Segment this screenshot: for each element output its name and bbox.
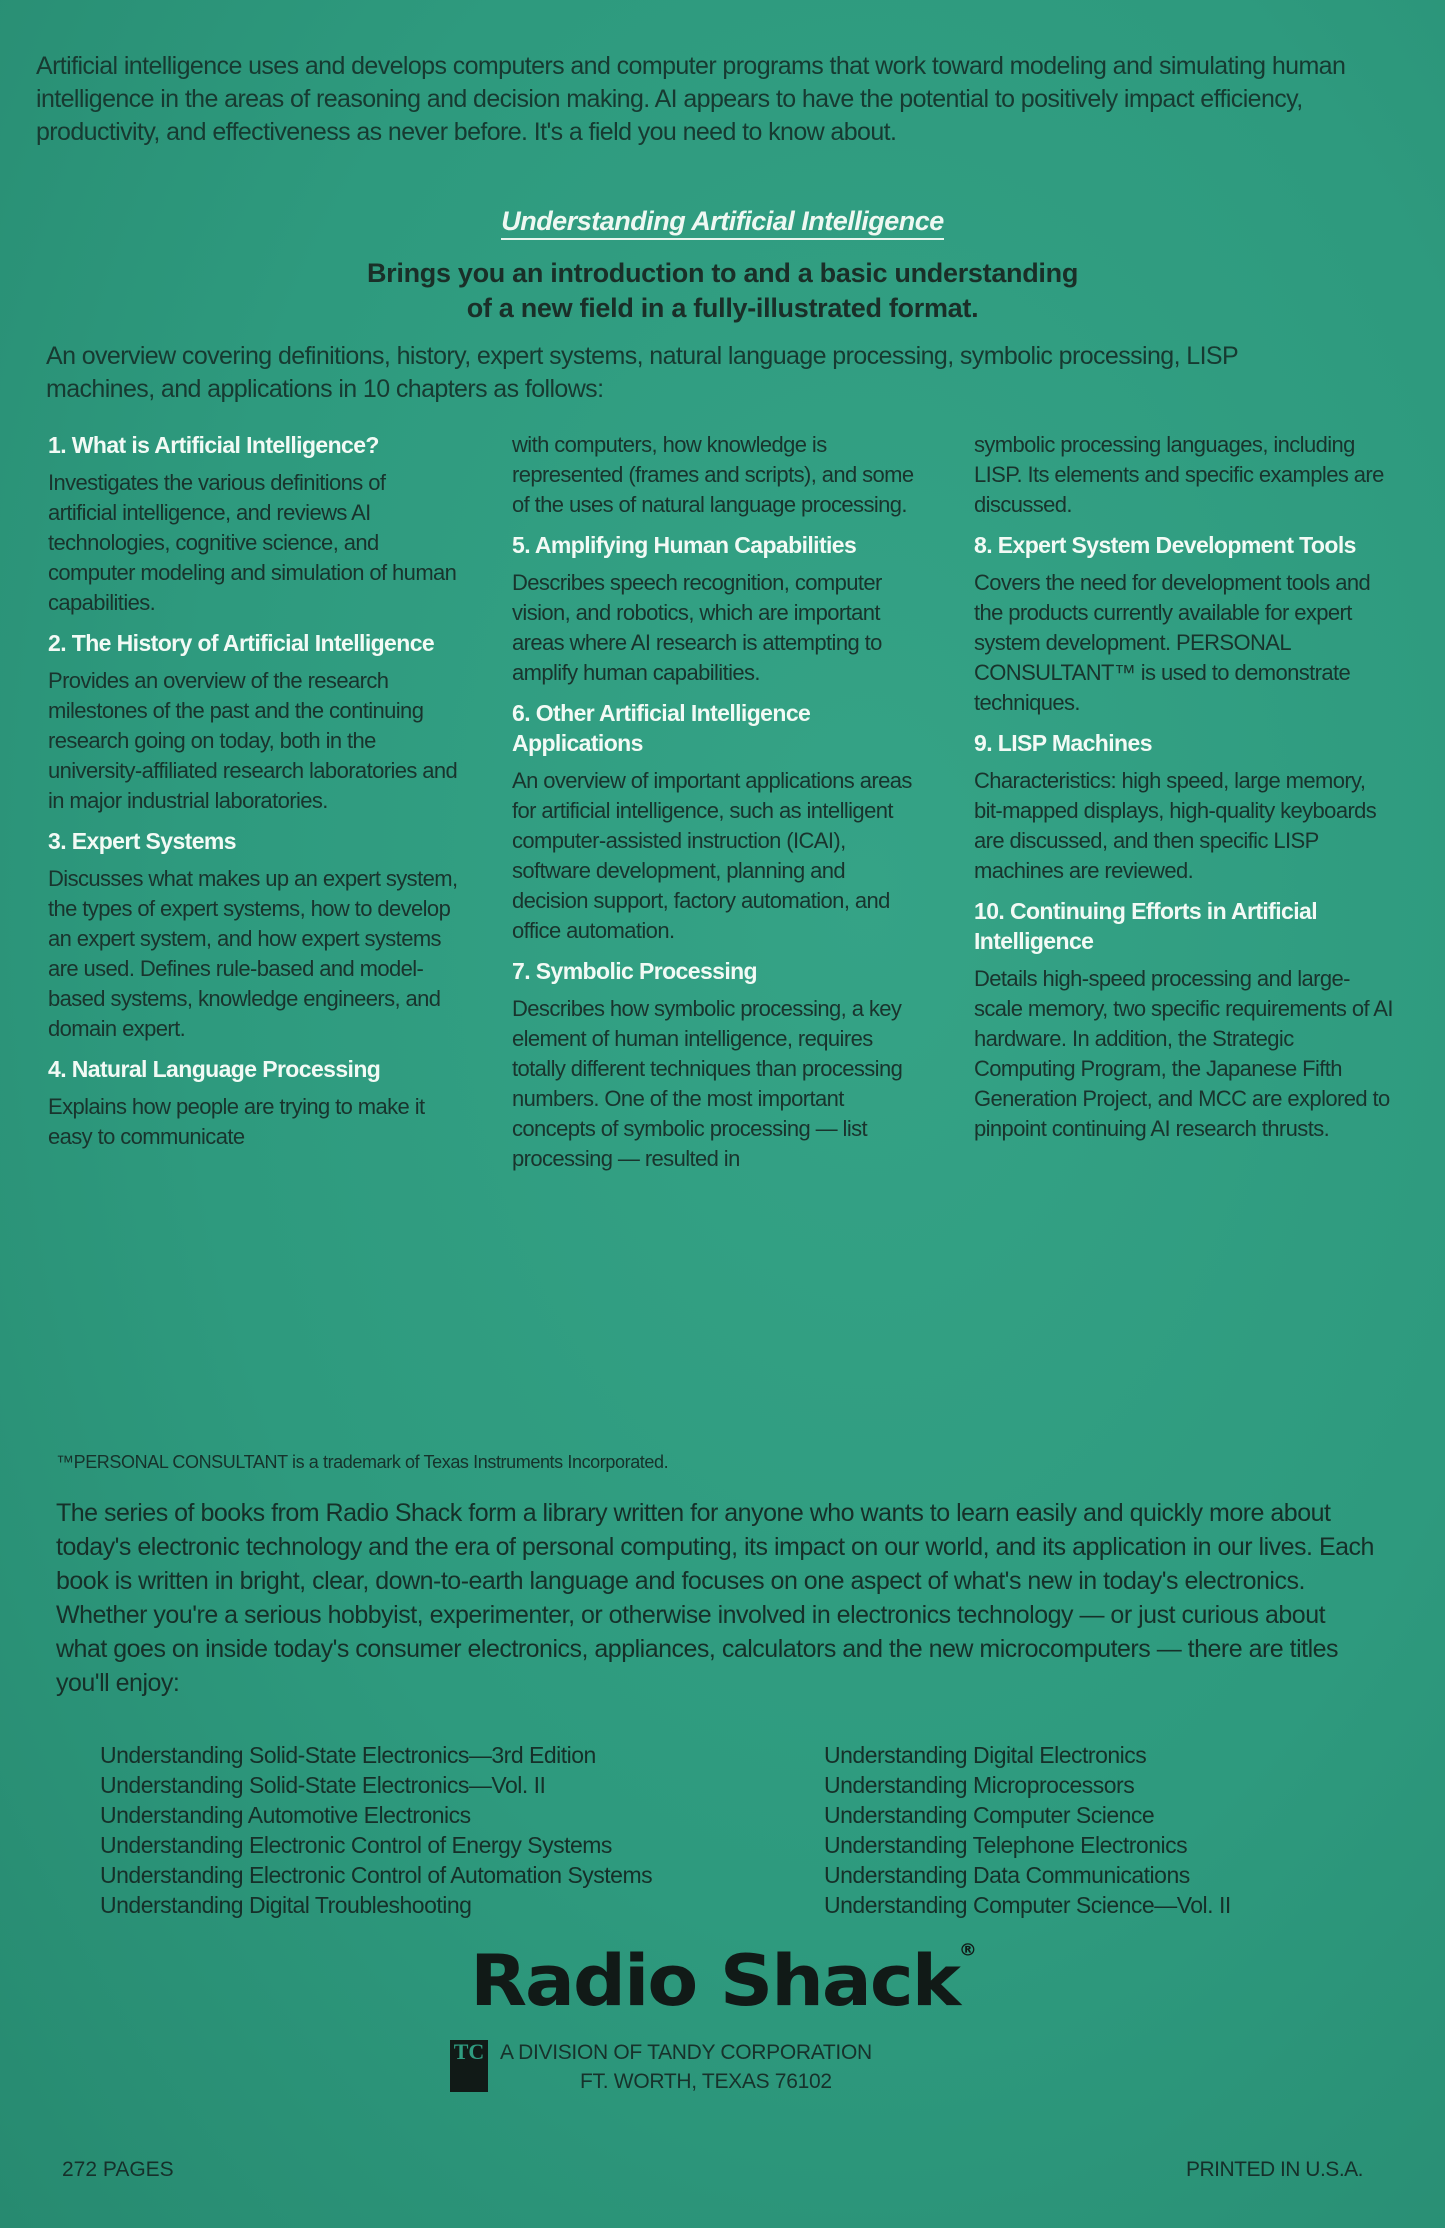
series-title-item: Understanding Digital Troubleshooting: [100, 1892, 472, 1918]
series-title-item: Understanding Digital Electronics: [824, 1742, 1147, 1768]
tandy-corporation-logo-icon: TC: [450, 2040, 488, 2092]
chapter-8: [974, 530, 1394, 718]
chapter-2: [48, 628, 458, 816]
overview-paragraph: An overview covering definitions, history, expert systems, natural language processing, symbolic processing, LISP machines, and applications in 10 chapters as follows:: [46, 342, 1238, 403]
radio-shack-logo: [0, 1940, 1445, 2022]
chapter-title: 5. Amplifying Human Capabilities: [512, 532, 857, 558]
series-title-item: Understanding Computer Science: [824, 1802, 1155, 1828]
chapter-4-continued: [512, 430, 922, 520]
chapter-3: [48, 826, 458, 1044]
series-paragraph: The series of books from Radio Shack form a library written for anyone who wants to learn easily and quickly more about today's electronic technology and the era of personal computing, its impact on our world, and its application in our lives. Each book is written in bright, clear, down-to-earth language and focuses on one aspect of what's new in today's electronics. Whether you're a serious hobbyist, experimenter, or otherwise involved in electronics technology — or just curious about what goes on inside today's consumer electronics, appliances, calculators and the new microcomputers — there are titles you'll enjoy:: [56, 1499, 1374, 1697]
series-title-item: Understanding Electronic Control of Automation Systems: [100, 1862, 653, 1888]
chapter-description: Describes how symbolic processing, a key element of human intelligence, requires totally different techniques than processing numbers. One of the most important concepts of symbolic processing — list processing — resulted in: [512, 996, 903, 1171]
chapter-title: 1. What is Artificial Intelligence?: [48, 432, 379, 458]
chapters-column-3: [974, 430, 1394, 1154]
series-title-item: Understanding Computer Science—Vol. II: [824, 1892, 1231, 1918]
series-title-item: Understanding Microprocessors: [824, 1772, 1135, 1798]
chapter-description: Covers the need for development tools and the products currently available for expert system development. PERSONAL CONSULTANT™ is used to demonstrate techniques.: [974, 570, 1371, 715]
chapter-description: Provides an overview of the research milestones of the past and the continuing research going on today, both in the university-affiliated research laboratories and in major industrial laboratories.: [48, 668, 458, 813]
chapter-description: with computers, how knowledge is represented (frames and scripts), and some of the uses of natural language processing.: [512, 432, 914, 517]
chapter-title: 3. Expert Systems: [48, 828, 236, 854]
series-title-item: Understanding Electronic Control of Energy Systems: [100, 1832, 612, 1858]
chapter-title: 2. The History of Artificial Intelligence: [48, 630, 435, 656]
chapter-4: [48, 1054, 458, 1152]
chapter-6: [512, 698, 922, 946]
tagline-line-2: of a new field in a fully-illustrated format.: [466, 293, 979, 323]
chapter-10: [974, 896, 1394, 1144]
book-subtitle-text: Understanding Artificial Intelligence: [501, 206, 944, 240]
chapter-title: 4. Natural Language Processing: [48, 1056, 381, 1082]
division-line: A DIVISION OF TANDY CORPORATION: [500, 2041, 872, 2064]
series-title-item: Understanding Solid-State Electronics—3rd Edition: [100, 1742, 596, 1768]
printed-in: PRINTED IN U.S.A.: [1185, 2158, 1363, 2181]
tagline: [0, 256, 1445, 326]
chapter-description: Details high-speed processing and large-scale memory, two specific requirements of AI hardware. In addition, the Strategic Computing Program, the Japanese Fifth Generation Project, and MCC are explored to pinpoint continuing AI research thrusts.: [974, 966, 1393, 1141]
chapter-description: symbolic processing languages, including LISP. Its elements and specific examples are discussed.: [974, 432, 1384, 517]
chapter-title: 8. Expert System Development Tools: [974, 532, 1356, 558]
chapters-column-2: [512, 430, 922, 1184]
tagline-line-1: Brings you an introduction to and a basic understanding: [366, 258, 1079, 288]
publisher-division: [500, 2038, 872, 2096]
chapter-5: [512, 530, 922, 688]
book-subtitle: [0, 206, 1445, 237]
chapters-column-1: [48, 430, 458, 1162]
chapter-title: 9. LISP Machines: [974, 730, 1152, 756]
intro-paragraph: Artificial intelligence uses and develops computers and computer programs that work toward modeling and simulating human intelligence in the areas of reasoning and decision making. AI appears to have the potential to positively impact efficiency, productivity, and effectiveness as never before. It's a field you need to know about.: [36, 52, 1346, 146]
chapter-title: 6. Other Artificial Intelligence Applications: [512, 700, 811, 756]
registered-mark: ®: [958, 1940, 975, 1961]
series-titles-left: [100, 1740, 652, 1920]
series-title-item: Understanding Solid-State Electronics—Vol. II: [100, 1772, 546, 1798]
chapter-7-continued: [974, 430, 1394, 520]
chapter-description: Describes speech recognition, computer vision, and robotics, which are important areas where AI research is attempting to amplify human capabilities.: [512, 570, 882, 685]
chapter-title: 10. Continuing Efforts in Artificial Intelligence: [974, 898, 1317, 954]
chapter-description: An overview of important applications areas for artificial intelligence, such as intelligent computer-assisted instruction (ICAI), software development, planning and decision support, factory automation, and office automation.: [512, 768, 912, 943]
series-title-item: Understanding Data Communications: [824, 1862, 1190, 1888]
chapter-title: 7. Symbolic Processing: [512, 958, 758, 984]
page-count: 272 PAGES: [62, 2158, 174, 2181]
address-line: FT. WORTH, TEXAS 76102: [580, 2070, 832, 2093]
chapter-9: [974, 728, 1394, 886]
logo-text: Radio Shack: [470, 1940, 959, 2022]
chapter-7: [512, 956, 922, 1174]
chapter-description: Investigates the various definitions of artificial intelligence, and reviews AI technologies, cognitive science, and computer modeling and simulation of human capabilities.: [48, 470, 457, 615]
series-title-item: Understanding Automotive Electronics: [100, 1802, 471, 1828]
chapter-description: Explains how people are trying to make it easy to communicate: [48, 1094, 425, 1149]
trademark-note: ™PERSONAL CONSULTANT is a trademark of Texas Instruments Incorporated.: [56, 1452, 669, 1472]
chapter-description: Discusses what makes up an expert system, the types of expert systems, how to develop an expert system, and how expert systems are used. Defines rule-based and model-based systems, knowledge engineers, and domain expert.: [48, 866, 458, 1041]
chapter-1: [48, 430, 458, 618]
chapter-description: Characteristics: high speed, large memory, bit-mapped displays, high-quality keyboards are discussed, and then specific LISP machines are reviewed.: [974, 768, 1377, 883]
series-titles-right: [824, 1740, 1231, 1920]
series-title-item: Understanding Telephone Electronics: [824, 1832, 1188, 1858]
